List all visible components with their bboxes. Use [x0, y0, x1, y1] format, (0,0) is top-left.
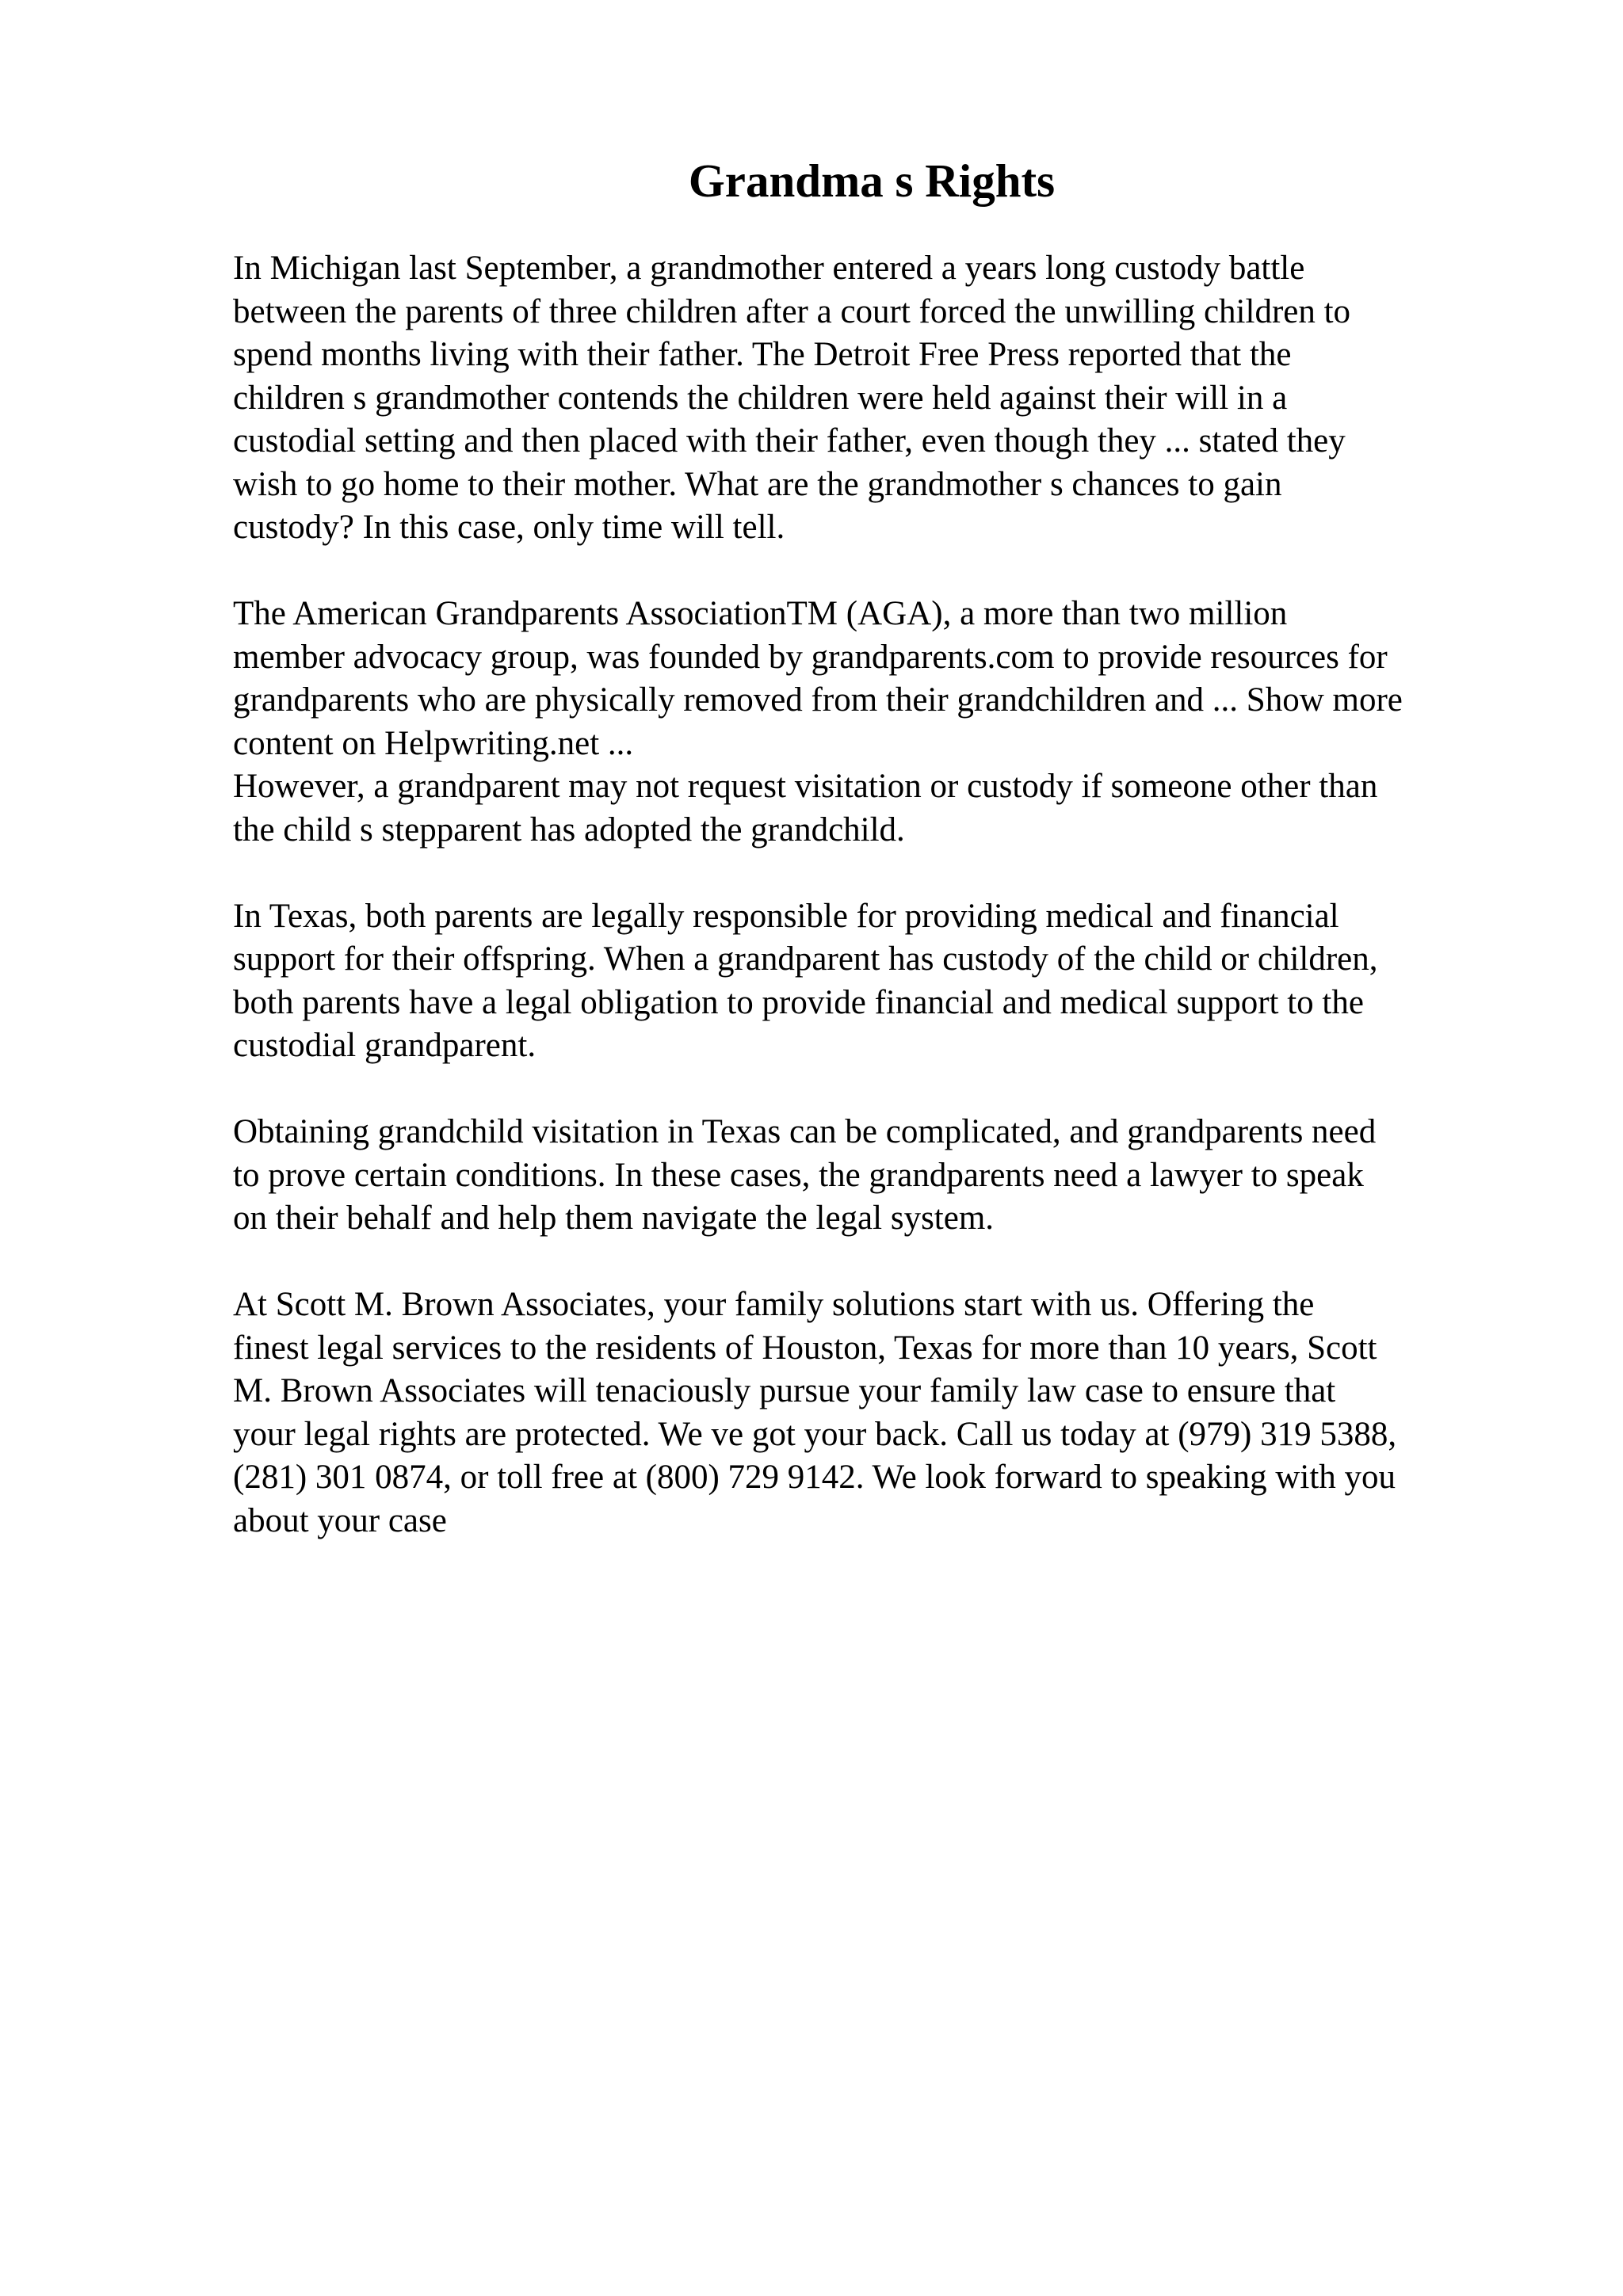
- text-line: At Scott M. Brown Associates, your family solutions start with us. Offering the: [233, 1286, 1315, 1323]
- text-line: to prove certain conditions. In these cases, the grandparents need a lawyer to speak: [233, 1156, 1364, 1194]
- paragraph-scott-brown: [233, 1283, 1517, 1543]
- document-title: Grandma s Rights: [688, 154, 1056, 207]
- text-line: content on Helpwriting.net ...: [233, 724, 634, 762]
- paragraph-spacer: [233, 550, 1517, 593]
- text-line: custodial grandparent.: [233, 1027, 537, 1064]
- text-line: about your case: [233, 1501, 447, 1539]
- text-line: However, a grandparent may not request visitation or custody if someone other than: [233, 768, 1378, 805]
- paragraph-spacer: [233, 852, 1517, 895]
- text-line: wish to go home to their mother. What are the grandmother s chances to gain: [233, 465, 1282, 503]
- paragraph-michigan-custody: [233, 247, 1517, 550]
- document-body: [233, 247, 1517, 1543]
- paragraph-spacer: [233, 1068, 1517, 1112]
- text-line: support for their offspring. When a grandparent has custody of the child or children,: [233, 940, 1378, 978]
- text-line: both parents have a legal obligation to provide financial and medical support to the: [233, 983, 1364, 1021]
- paragraph-spacer: [233, 1241, 1517, 1284]
- text-line: (281) 301 0874, or toll free at (800) 729 9142. We look forward to speaking with you: [233, 1459, 1396, 1496]
- text-line: custodial setting and then placed with their father, even though they ... stated they: [233, 422, 1346, 460]
- text-line: grandparents who are physically removed from their grandchildren and ... Show more: [233, 681, 1403, 719]
- paragraph-aga: [233, 593, 1517, 852]
- text-line: Obtaining grandchild visitation in Texas can be complicated, and grandparents need: [233, 1113, 1377, 1150]
- text-line: M. Brown Associates will tenaciously pursue your family law case to ensure that: [233, 1372, 1336, 1409]
- text-line: your legal rights are protected. We ve got your back. Call us today at (979) 319 5388,: [233, 1415, 1397, 1453]
- text-line: on their behalf and help them navigate the legal system.: [233, 1199, 995, 1237]
- text-line: spend months living with their father. The Detroit Free Press reported that the: [233, 336, 1292, 373]
- text-line: between the parents of three children after a court forced the unwilling children to: [233, 292, 1351, 330]
- text-line: custody? In this case, only time will tell.: [233, 509, 785, 546]
- text-line: finest legal services to the residents of Houston, Texas for more than 10 years, Scott: [233, 1329, 1377, 1367]
- text-line: The American Grandparents AssociationTM (AGA), a more than two million: [233, 595, 1288, 632]
- paragraph-texas-support: [233, 895, 1517, 1068]
- text-line: children s grandmother contends the children were held against their will in a: [233, 379, 1288, 417]
- text-line: In Texas, both parents are legally responsible for providing medical and financial: [233, 897, 1339, 935]
- paragraph-texas-visitation: [233, 1111, 1517, 1241]
- text-line: member advocacy group, was founded by grandparents.com to provide resources for: [233, 638, 1388, 676]
- text-line: the child s stepparent has adopted the grandchild.: [233, 810, 905, 849]
- text-line: In Michigan last September, a grandmother entered a years long custody battle: [233, 250, 1305, 287]
